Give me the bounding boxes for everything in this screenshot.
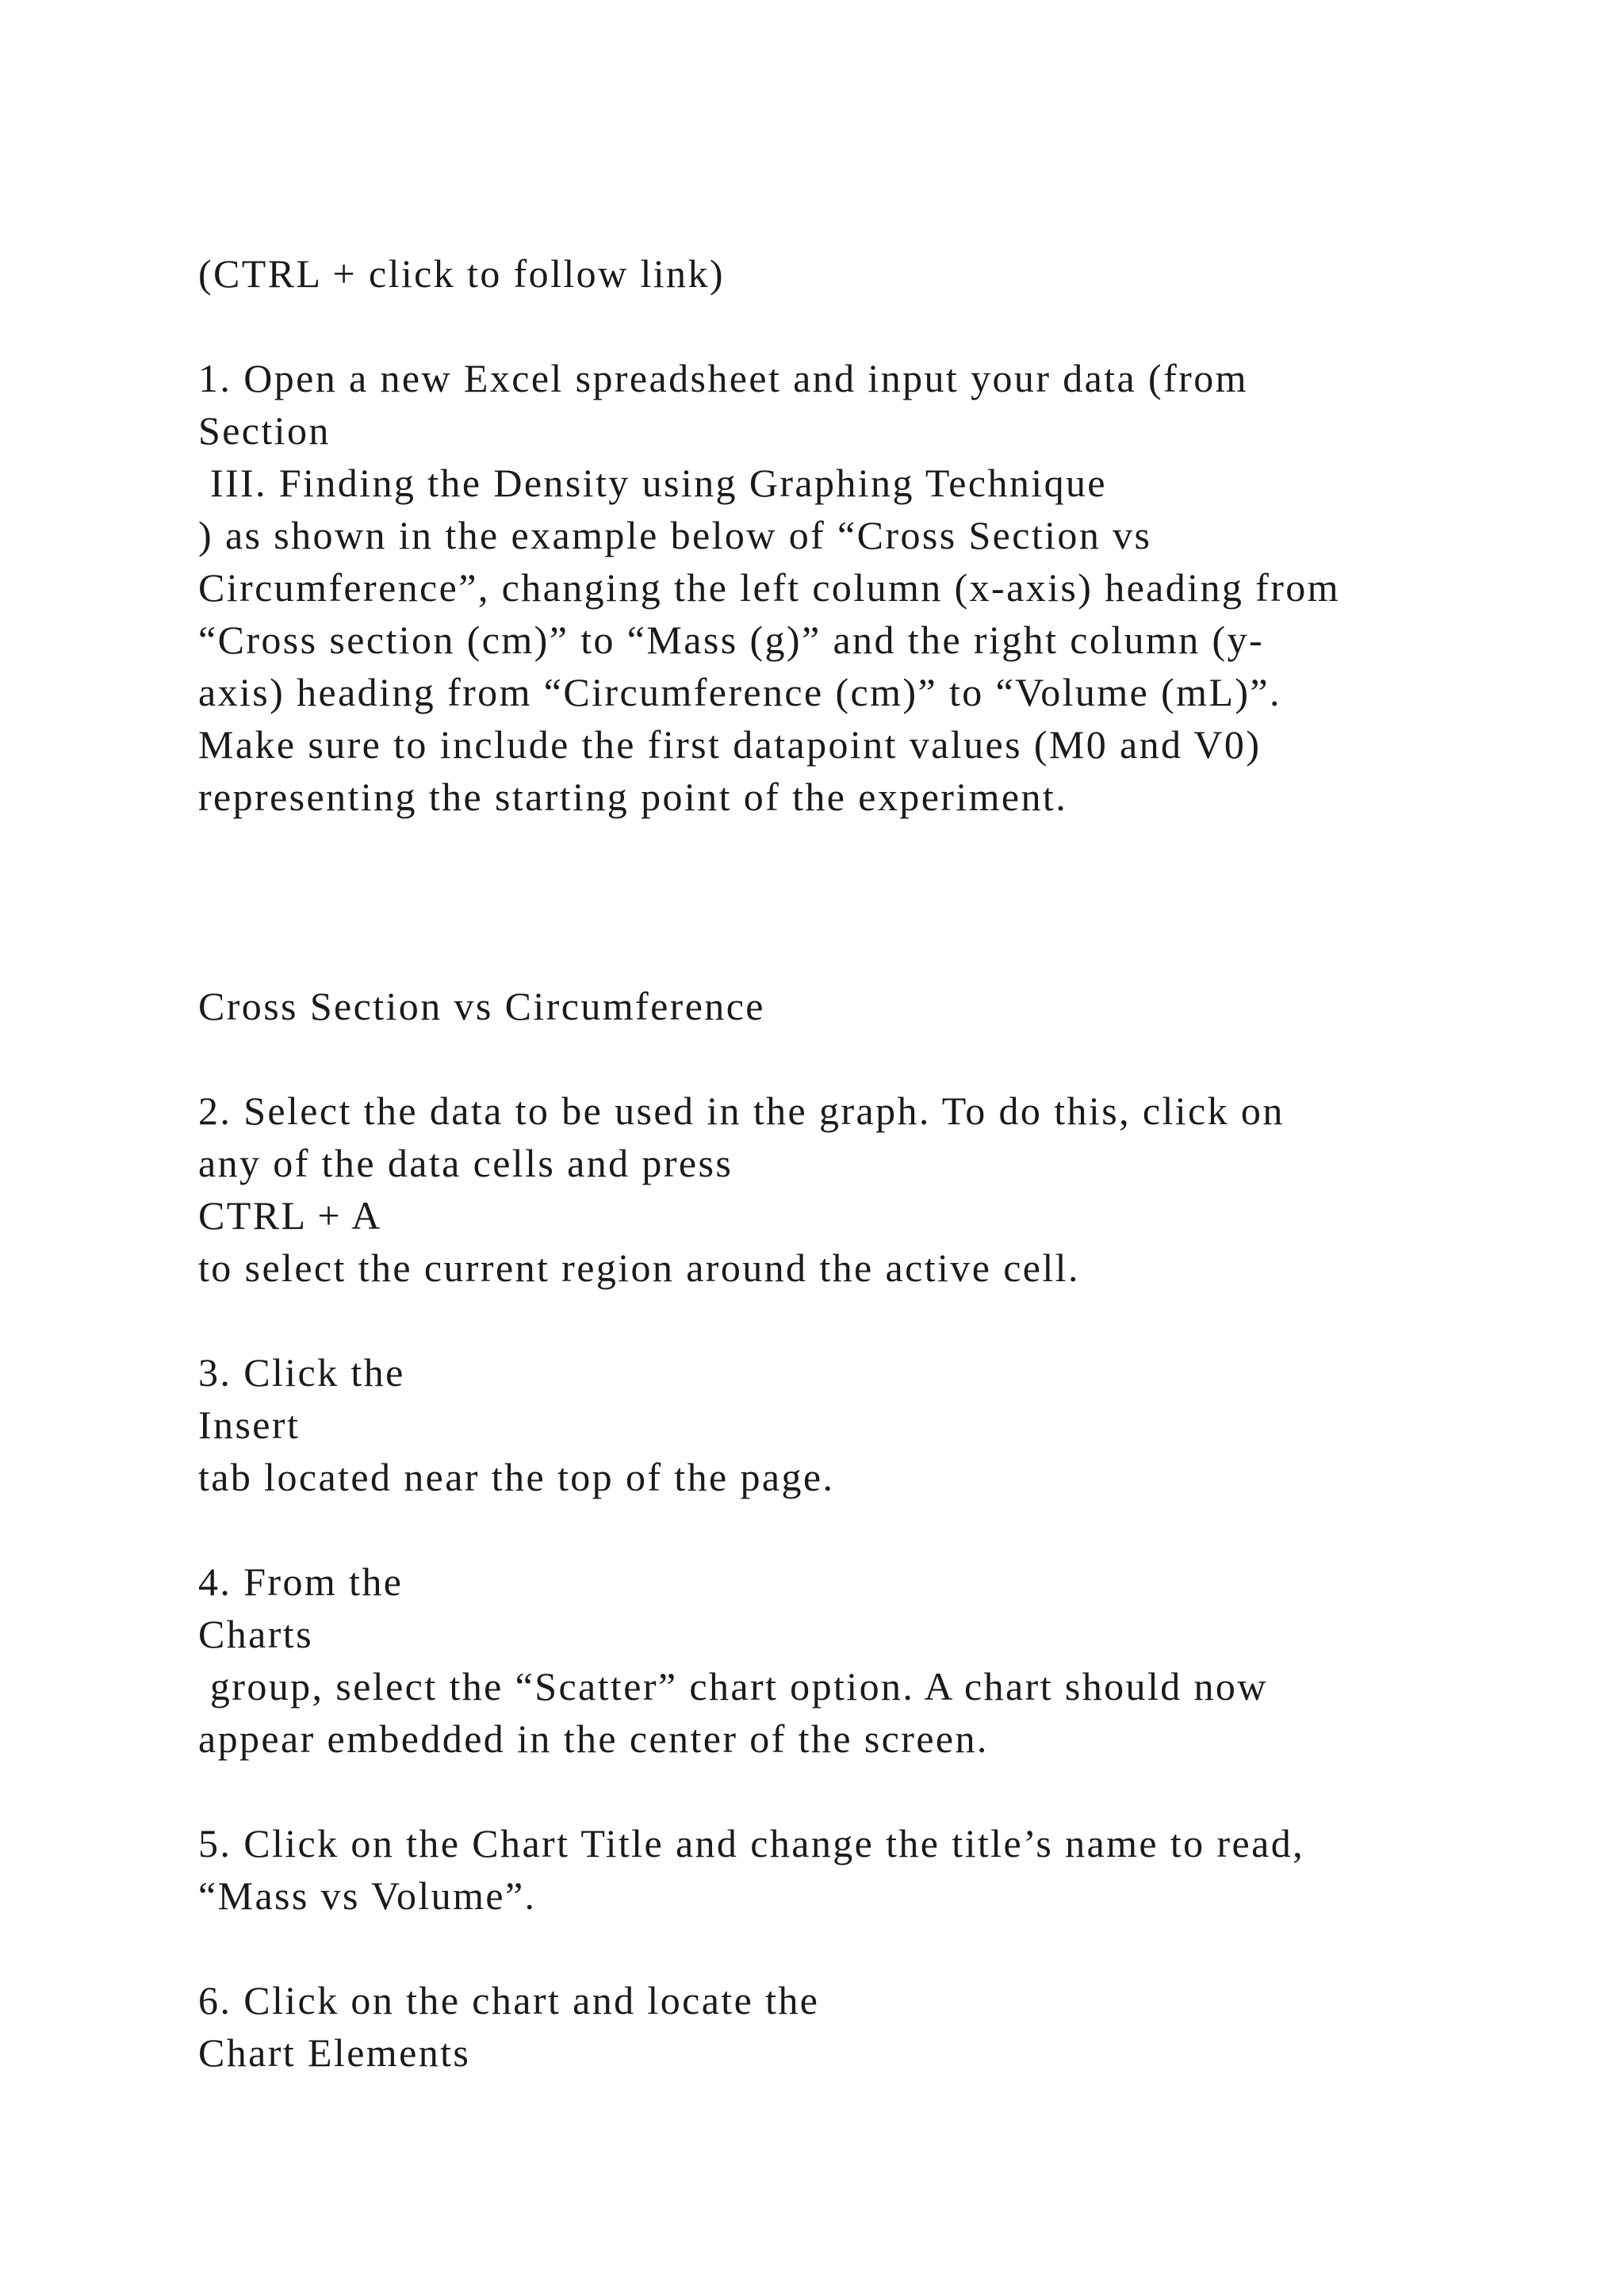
step-5-line: 5. Click on the Chart Title and change the title’s name to read, [198,1821,1305,1866]
step-3-line: tab located near the top of the page. [198,1455,835,1499]
step-1 [198,352,1546,823]
spacer [198,1922,1546,1974]
step-5-line: “Mass vs Volume”. [198,1873,537,1918]
step-6 [198,1974,1546,2079]
step-2-line: to select the current region around the active cell. [198,1246,1080,1290]
step-1-line: 1. Open a new Excel spreadsheet and input your data (from [198,356,1248,400]
step-2-line: 2. Select the data to be used in the graph. To do this, click on [198,1089,1285,1133]
step-4-line: appear embedded in the center of the screen. [198,1716,989,1761]
spacer [198,1765,1546,1817]
step-3-line: Insert [198,1402,301,1447]
spacer [198,300,1546,352]
step-1-line: Make sure to include the first datapoint values (M0 and V0) [198,722,1262,767]
step-4 [198,1556,1546,1765]
step-1-line: axis) heading from “Circumference (cm)” to “Volume (mL)”. [198,670,1281,714]
step-4-line: 4. From the [198,1559,404,1604]
step-2 [198,1085,1546,1294]
spacer [198,823,1546,980]
step-1-line: representing the starting point of the experiment. [198,775,1068,819]
spacer [198,1503,1546,1556]
step-4-line: group, select the “Scatter” chart option. A chart should now [198,1664,1268,1709]
step-1-line: Section [198,408,331,453]
step-6-line: 6. Click on the chart and locate the [198,1978,820,2022]
step-6-line: Chart Elements [198,2030,471,2075]
step-2-line: any of the data cells and press [198,1141,733,1185]
step-1-line: “Cross section (cm)” to “Mass (g)” and the right column (y- [198,618,1265,662]
example-caption: Cross Section vs Circumference [198,984,765,1028]
step-1-line: Circumference”, changing the left column (x-axis) heading from [198,565,1340,610]
intro-link-hint: (CTRL + click to follow link) [198,251,725,296]
spacer [198,1032,1546,1085]
step-2-line: CTRL + A [198,1193,382,1238]
document-page [198,247,1546,2079]
step-4-line: Charts [198,1612,313,1656]
spacer [198,1294,1546,1346]
step-3-line: 3. Click the [198,1350,405,1395]
step-1-line: ) as shown in the example below of “Cross Section vs [198,513,1152,557]
step-3 [198,1346,1546,1503]
step-5 [198,1817,1546,1922]
step-1-line: III. Finding the Density using Graphing Technique [198,461,1107,505]
